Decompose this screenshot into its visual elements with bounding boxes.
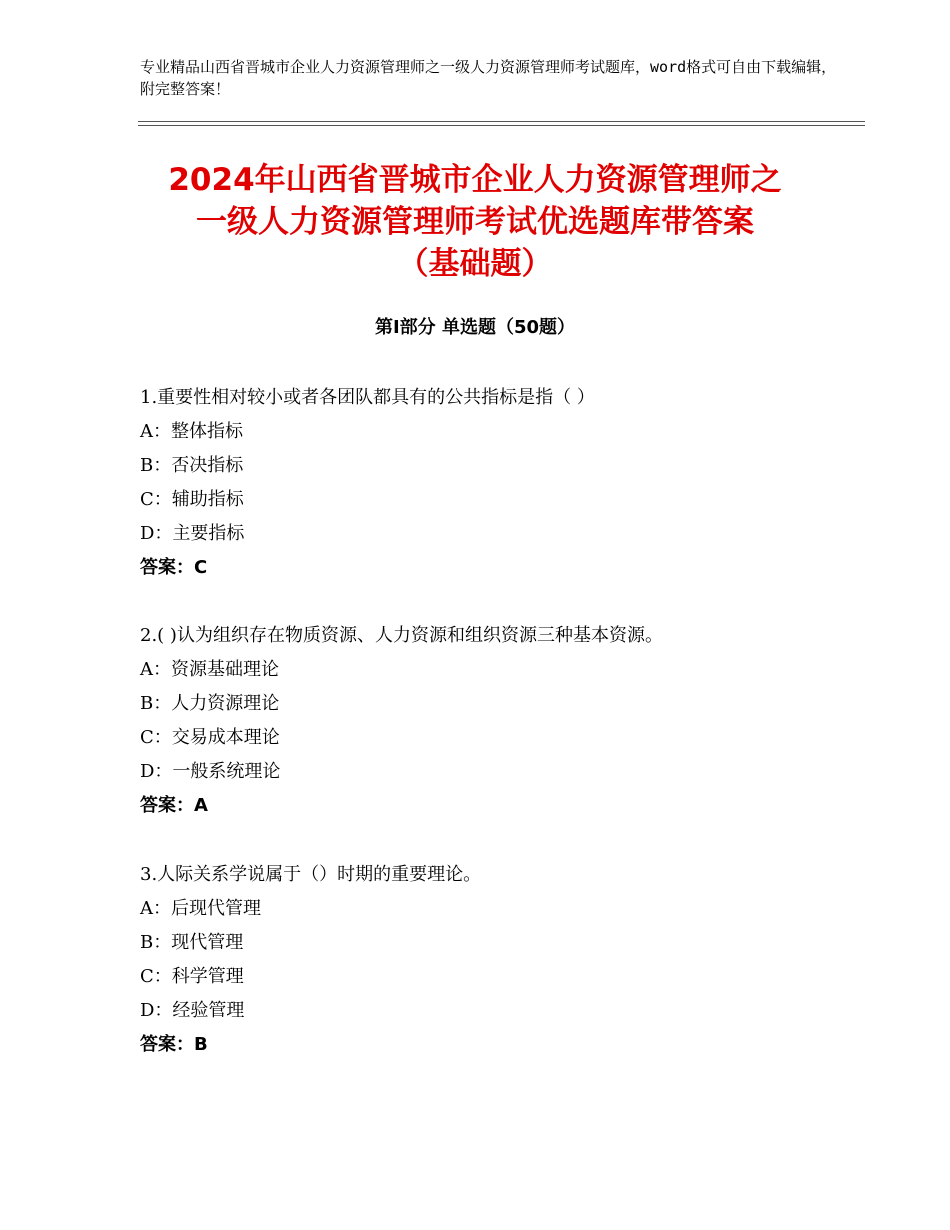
title-line-1: 2024年山西省晋城市企业人力资源管理师之 [168,162,782,198]
title-line-2: 一级人力资源管理师考试优选题库带答案 [196,204,754,240]
question-stem: 1.重要性相对较小或者各团队都具有的公共指标是指（ ） [140,387,595,408]
option-b: B：人力资源理论 [140,693,280,714]
title-line-3: （基础题） [397,246,553,282]
document-title [120,159,830,285]
header-divider [138,121,865,126]
option-d: D：一般系统理论 [140,761,281,782]
answer: 答案：B [140,1034,208,1055]
answer: 答案：A [140,795,208,816]
option-d: D：主要指标 [140,523,245,544]
question-stem: 3.人际关系学说属于（）时期的重要理论。 [140,864,482,885]
answer: 答案：C [140,557,208,578]
option-a: A：后现代管理 [140,898,261,919]
question-1 [140,381,860,585]
question-stem: 2.( )认为组织存在物质资源、人力资源和组织资源三种基本资源。 [140,625,663,646]
section-title: 第Ⅰ部分 单选题（50题） [374,317,575,338]
option-c: C：辅助指标 [140,489,244,510]
option-a: A：整体指标 [140,421,243,442]
question-2 [140,619,860,823]
option-d: D：经验管理 [140,1000,245,1021]
option-b: B：现代管理 [140,932,244,953]
option-c: C：科学管理 [140,966,244,987]
option-b: B：否决指标 [140,455,244,476]
option-a: A：资源基础理论 [140,659,279,680]
option-c: C：交易成本理论 [140,727,280,748]
question-3 [140,858,860,1062]
header-note: 专业精品山西省晋城市企业人力资源管理师之一级人力资源管理师考试题库，word格式可自由下载编辑，附完整答案！ [140,58,837,98]
